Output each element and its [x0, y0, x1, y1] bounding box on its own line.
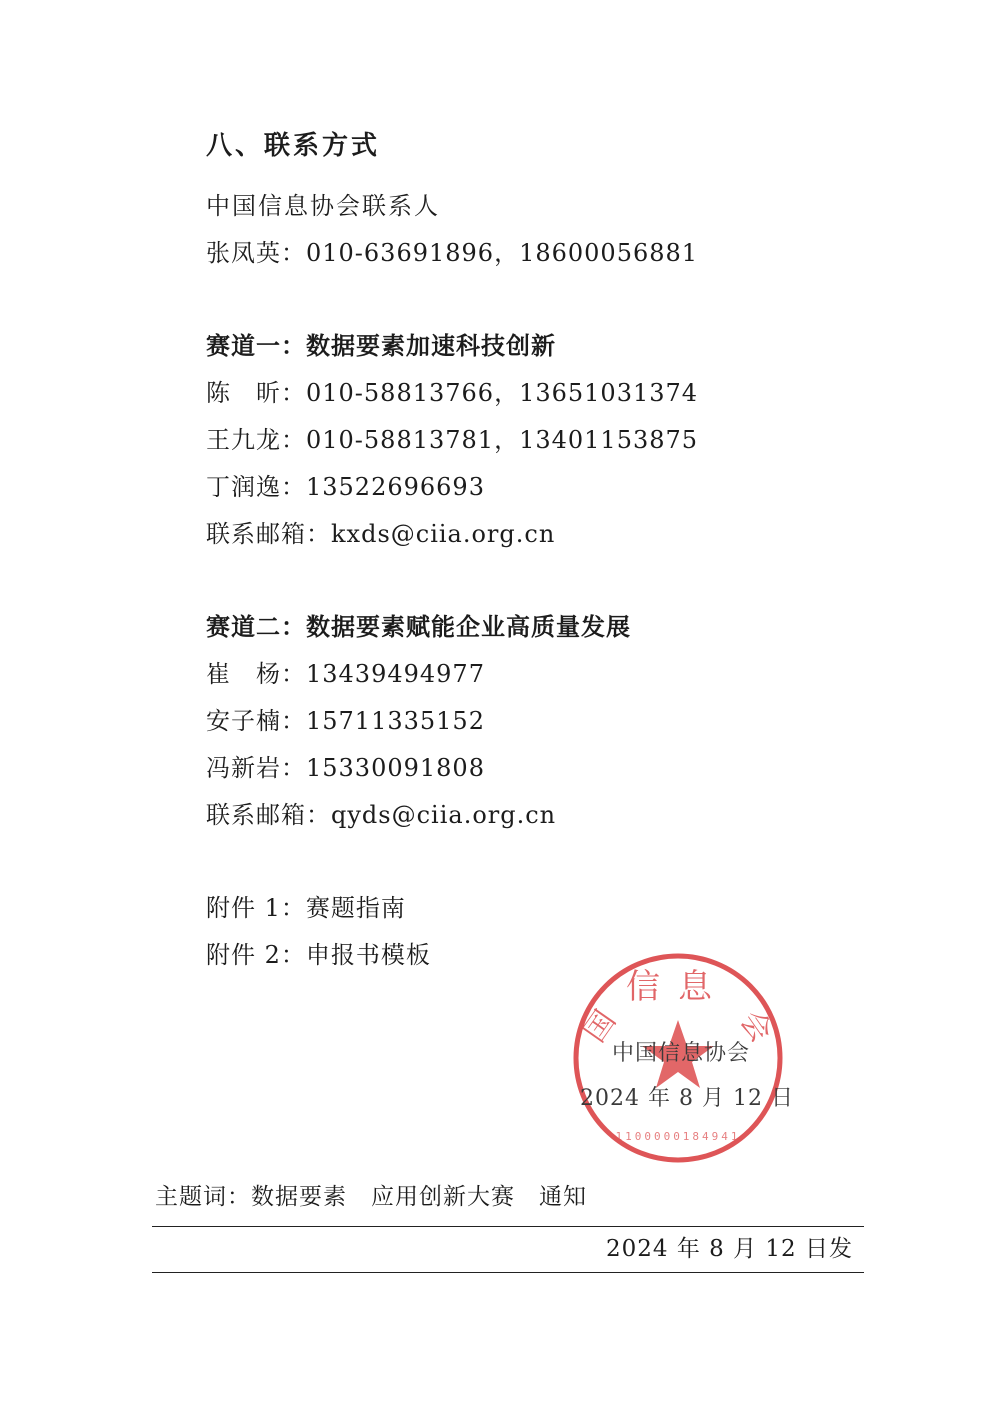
track1-contact-2: 王九龙：010-58813781，13401153875	[206, 426, 699, 454]
track2-contact-2: 安子楠：15711335152	[206, 707, 485, 735]
track1-contact-1: 陈 昕：010-58813766，13651031374	[206, 379, 699, 407]
footer-bottom-rule	[152, 1272, 864, 1273]
section-heading: 八、联系方式	[206, 131, 381, 161]
seal-top-text: 信息	[626, 967, 730, 1007]
signature-date: 2024 年 8 月 12 日	[580, 1086, 794, 1111]
footer-issued-date: 2024 年 8 月 12 日发	[606, 1236, 853, 1262]
seal-left-char: 国	[577, 1004, 624, 1049]
track1-email: 联系邮箱：kxds@ciia.org.cn	[206, 520, 556, 548]
attachment-2: 附件 2：申报书模板	[206, 941, 431, 969]
track2-title: 赛道二：数据要素赋能企业高质量发展	[206, 613, 631, 641]
signature-org: 中国信息协会	[612, 1041, 751, 1066]
track1-contact-3: 丁润逸：13522696693	[206, 473, 485, 501]
track2-contact-3: 冯新岩：15330091808	[206, 754, 485, 782]
seal-code: 1100000184941	[615, 1130, 741, 1143]
track2-email: 联系邮箱：qyds@ciia.org.cn	[206, 801, 557, 829]
seal-right-char: 会	[732, 1004, 779, 1049]
attachment-1: 附件 1：赛题指南	[206, 894, 406, 922]
ciia-contact-title: 中国信息协会联系人	[206, 192, 440, 220]
footer-keywords: 主题词：数据要素 应用创新大赛 通知	[155, 1184, 587, 1210]
track2-contact-1: 崔 杨：13439494977	[206, 660, 485, 688]
track1-title: 赛道一：数据要素加速科技创新	[206, 332, 556, 360]
footer-top-rule	[152, 1226, 864, 1227]
ciia-contact: 张凤英：010-63691896，18600056881	[206, 239, 699, 267]
